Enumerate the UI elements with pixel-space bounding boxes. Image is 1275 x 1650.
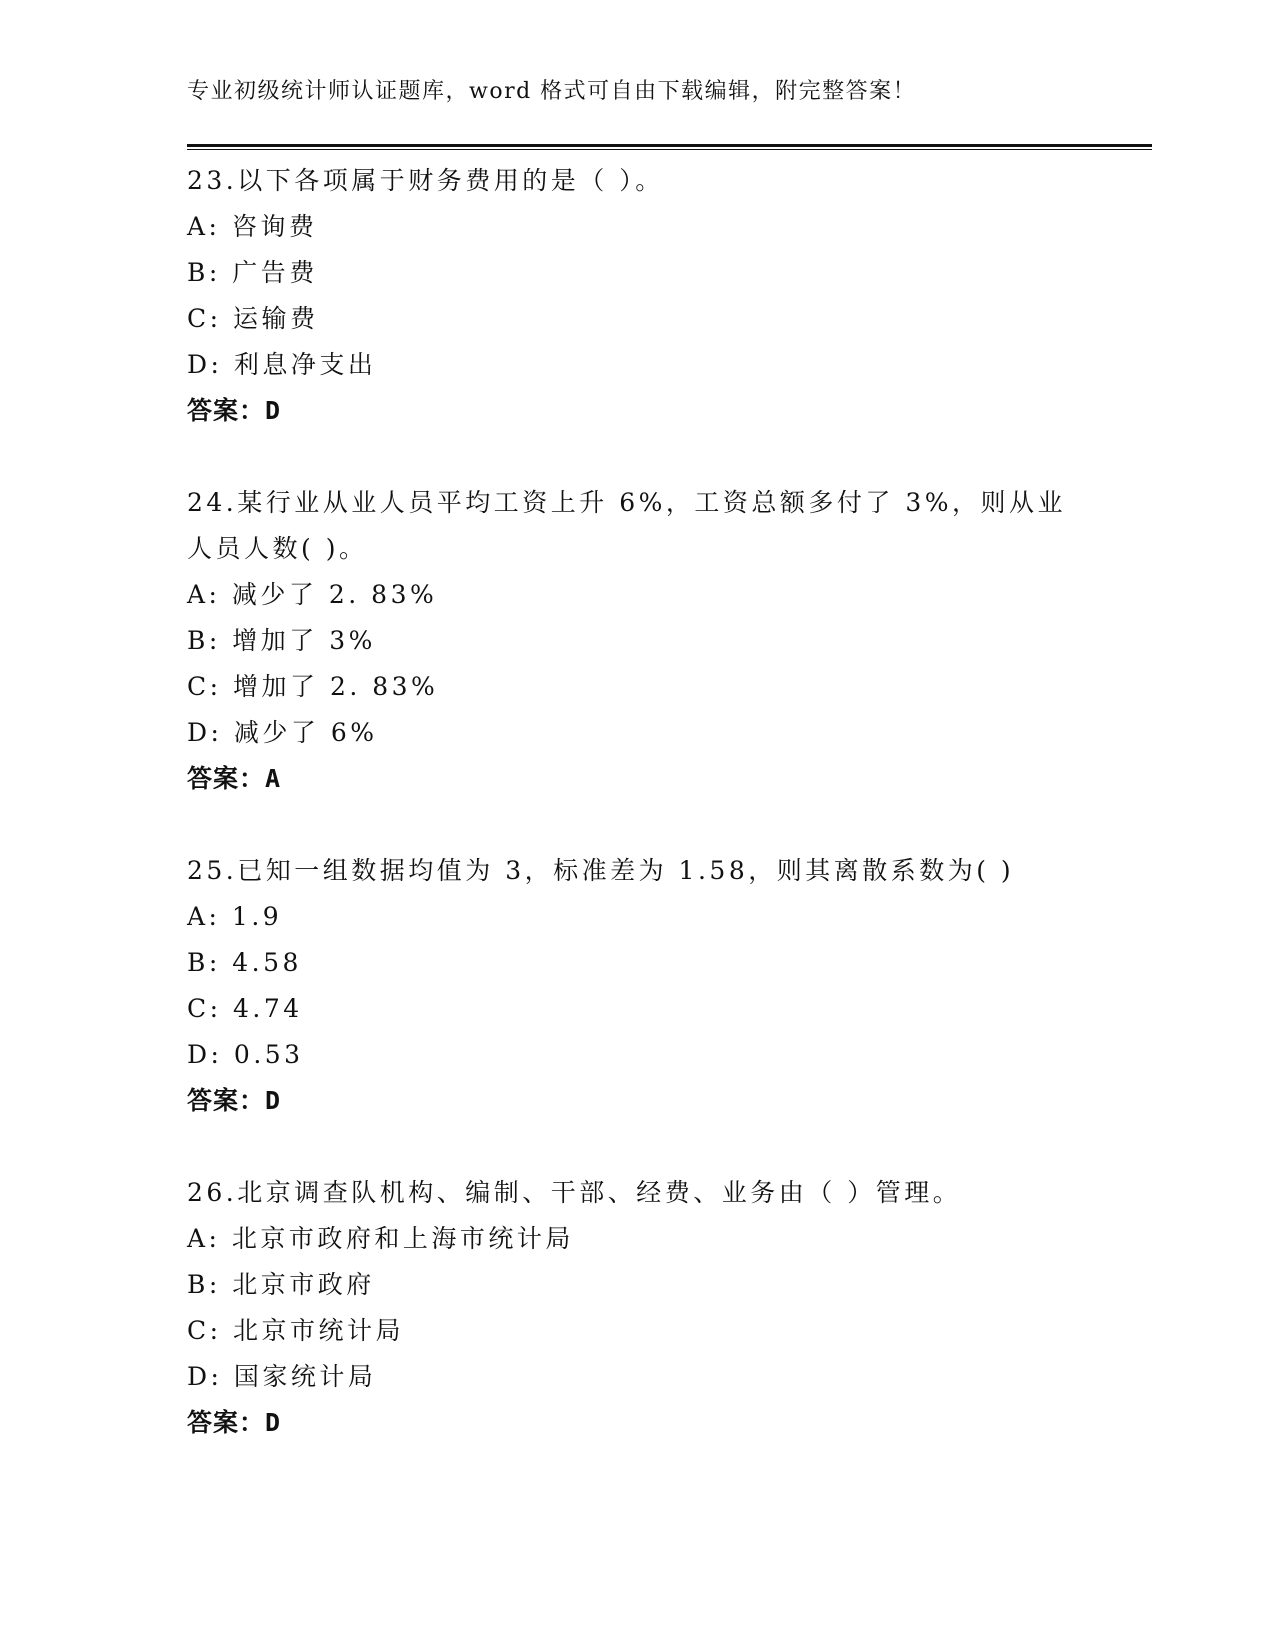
header-divider	[187, 144, 1152, 150]
option-a: A: 1.9	[187, 902, 283, 931]
answer-line: 答案：D	[187, 1086, 282, 1115]
option-d: D: 0.53	[187, 1040, 304, 1069]
question-list	[187, 158, 1067, 1492]
question-23	[187, 158, 1067, 434]
answer-line: 答案：A	[187, 764, 282, 793]
option-c: C: 4.74	[187, 994, 303, 1023]
option-b: B: 北京市政府	[187, 1270, 375, 1299]
option-d: D: 减少了 6%	[187, 718, 378, 747]
option-d: D: 国家统计局	[187, 1362, 377, 1391]
question-stem: 25.已知一组数据均值为 3，标准差为 1.58，则其离散系数为( )	[187, 856, 1015, 885]
question-24	[187, 480, 1067, 802]
question-26	[187, 1170, 1067, 1446]
question-stem: 26.北京调查队机构、编制、干部、经费、业务由（ ）管理。	[187, 1178, 962, 1207]
option-a: A: 咨询费	[187, 212, 318, 241]
option-a: A: 减少了 2. 83%	[187, 580, 438, 609]
answer-line: 答案：D	[187, 396, 282, 425]
option-a: A: 北京市政府和上海市统计局	[187, 1224, 574, 1253]
question-stem: 24.某行业从业人员平均工资上升 6%，工资总额多付了 3%，则从业人员人数( )。	[187, 488, 1066, 563]
answer-line: 答案：D	[187, 1408, 282, 1437]
option-b: B: 4.58	[187, 948, 302, 977]
question-stem: 23.以下各项属于财务费用的是（ ）。	[187, 166, 664, 195]
option-b: B: 广告费	[187, 258, 318, 287]
page-header: 专业初级统计师认证题库，word 格式可自由下载编辑，附完整答案！	[187, 79, 917, 104]
option-c: C: 北京市统计局	[187, 1316, 404, 1345]
option-d: D: 利息净支出	[187, 350, 377, 379]
option-c: C: 运输费	[187, 304, 319, 333]
question-25	[187, 848, 1067, 1124]
option-b: B: 增加了 3%	[187, 626, 376, 655]
option-c: C: 增加了 2. 83%	[187, 672, 439, 701]
